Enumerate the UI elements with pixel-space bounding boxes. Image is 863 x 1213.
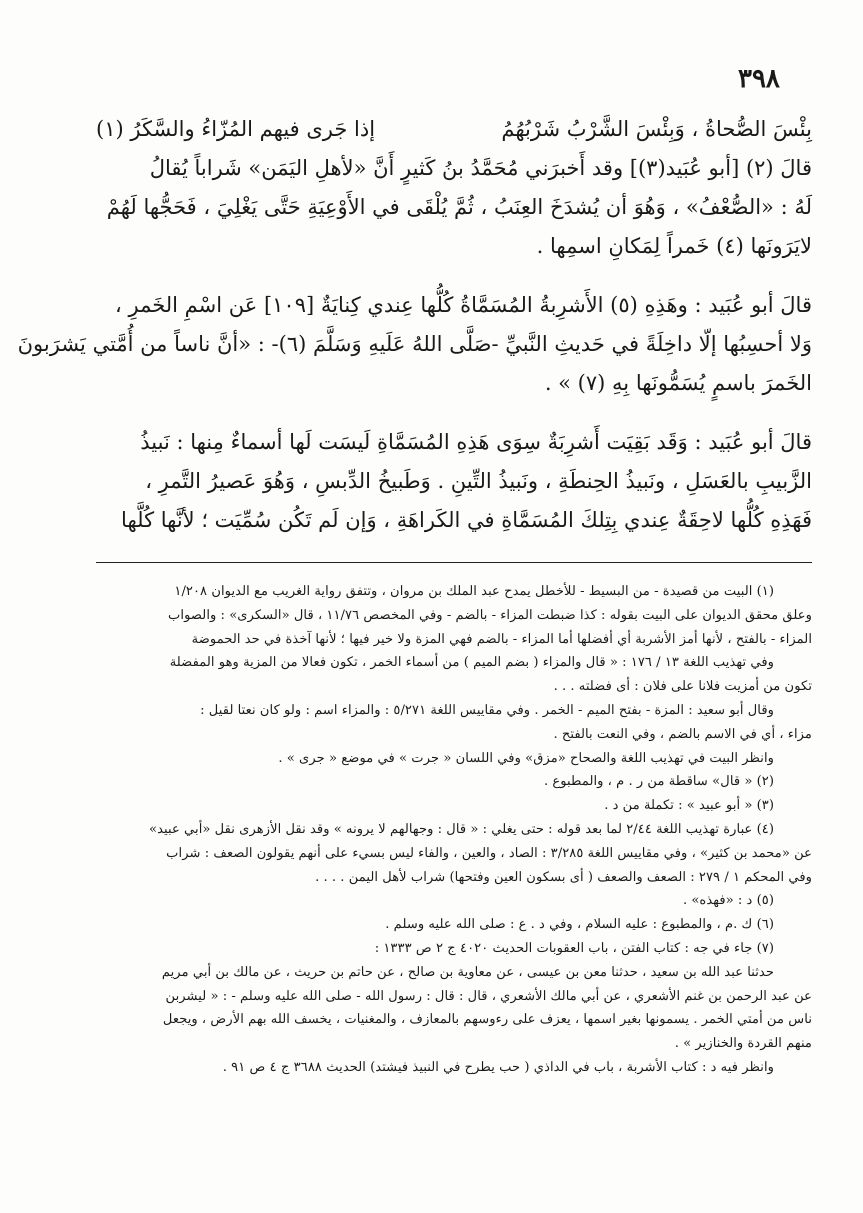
paragraph-1-line: قالَ (٢) [أبو عُبَيد(٣)] وقد أَخبرَني مُحَمَّدُ بنُ كَثيرٍ أَنَّ «لأهلِ اليَمَن» شَراباً يُقالُ [149, 156, 812, 180]
footnote-line: تكون من أمزيت فلانا على فلان : أى فضلته . . . [553, 679, 812, 695]
footnote-line: (٣) « أبو عبيد » : تكملة من د . [604, 798, 774, 814]
verse-hemistich-2: إذا جَرى فيهم المُزّاءُ والسَّكَرُ (١) [96, 117, 376, 141]
footnote-line: وفي تهذيب اللغة ١٣ / ١٧٦ : « قال والمزاء ( بضم الميم ) من أسماء الخمر ، تكون فعالا من المزية وهو المفضلة [169, 655, 774, 671]
paragraph-2-line: قالَ أبو عُبَيد : وهَذِهِ (٥) الأَشرِبةُ المُسَمَّاةُ كُلُّها عِندي كِنايَةٌ [١٠٩] عَن اسْمِ الخَمرِ ، [115, 293, 812, 317]
verse-hemistich-1: بِئْسَ الصُّحاةُ ، وَبِئْسَ الشَّرْبُ شَرْبُهُمُ [501, 117, 812, 141]
footnote-line: وانظر البيت في تهذيب اللغة والصحاح «مزق» وفي اللسان « جرت » في موضع « جرى » . [278, 750, 774, 766]
footnote-line: مزاء ، أي في الاسم بالضم ، وفي النعت بالفتح . [553, 726, 812, 742]
footnote-line: (٤) عبارة تهذيب اللغة ٢/٤٤ لما بعد قوله : حتى يغلي : « قال : وجهالهم لا يرونه » وقد نقل الأزهرى نقل «أبي عبيد» [149, 821, 774, 837]
footnote-line: وعلق محقق الديوان على البيت بقوله : كذا ضبطت المزاء - بالضم - وفي المخصص ١١/٧٦ ، قال «السكرى» : والصواب [167, 607, 812, 623]
footnote-line: (٢) « قال» ساقطة من ر . م ، والمطبوع . [543, 774, 774, 790]
paragraph-2-line: الخَمرَ باسمٍ يُسَمُّونَها بِهِ (٧) » . [544, 371, 812, 395]
footnote-separator [96, 562, 812, 563]
page-number: ٣٩٨ [738, 64, 780, 94]
paragraph-3-line: الزَّبيبِ بالعَسَلِ ، ونَبيذُ الحِنطَةِ ، ونَبيذُ التِّينِ . وَطَبيخُ الدِّبسِ ، وَهُوَ عَصيرُ التَّمرِ ، [145, 469, 812, 493]
footnote-line: ناس من أمتي الخمر . يسمونها بغير اسمها ، يعزف على رءوسهم بالمعازف ، والمغنيات ، يخسف الله بهم الأرض ، ويجعل [162, 1012, 812, 1028]
footnote-line: حدثنا عبد الله بن سعيد ، حدثنا معن بن عيسى ، عن معاوية بن صالح ، عن حاتم بن حريث ، عن مالك بن أبي مريم [161, 964, 774, 980]
footnote-line: (٧) جاء في جه : كتاب الفتن ، باب العقوبات الحديث ٤٠٢٠ ج ٢ ص ١٣٣٣ : [374, 940, 774, 956]
footnote-line: (١) البيت من قصيدة - من البسيط - للأخطل يمدح عبد الملك بن مروان ، وتتفق رواية الغريب مع الديوان ١/٢٠٨ [174, 584, 774, 599]
footnote-line: وفي المحكم ١ / ٢٧٩ : الصعف والصعف ( أى بسكون العين وفتحها) شراب لأهل اليمن . . . . [315, 869, 812, 885]
footnote-line: (٥) د : «فهذه» . [682, 893, 774, 909]
footnote-line: (٦) ك .م ، والمطبوع : عليه السلام ، وفي د . ع : صلى الله عليه وسلم . [385, 917, 774, 933]
footnote-line: عن عبد الرحمن بن غنم الأشعري ، عن أبي مالك الأشعري ، قال : قال : رسول الله - صلى الله عليه وسلم - : « ليشربن [165, 988, 812, 1004]
verse-line [96, 110, 812, 149]
paragraph-2-line: وَلا أحسِبُها إلّا داخِلَةً في حَديثِ النَّبيِّ -صَلَّى اللهُ عَلَيهِ وَسَلَّمَ (٦)- : «أنَّ ناساً من أُمَّتي يَشرَبونَ [17, 332, 812, 356]
paragraph-3-line: فَهَذِهِ كُلُّها لاحِقَةٌ عِندي بِتِلكَ المُسَمَّاةِ في الكَراهَةِ ، وَإن لَم تَكُن سُمِّيَت ؛ لأنَّها كُلَّها [121, 508, 812, 532]
paragraph-1-line: لايَرَونَها (٤) خَمراً لِمَكانِ اسمِها . [536, 234, 812, 258]
footnote-line: عن «محمد بن كثير» ، وفي مقاييس اللغة ٣/٢٨٥ : الصاد ، والعين ، والفاء ليس بسيء على أنهم يقولون الصعف : شراب [166, 845, 812, 861]
footnote-line: وانظر فيه د : كتاب الأشربة ، باب في الداذي ( حب يطرح في النبيذ فيشتد) الحديث ٣٦٨٨ ج ٤ ص ٩١ . [222, 1059, 774, 1075]
main-text [17, 110, 812, 540]
footnote-line: وقال أبو سعيد : المزة - بفتح الميم - الخمر . وفي مقاييس اللغة ٥/٢٧١ : والمزاء اسم : ولو كان نعتا لقيل : [200, 702, 774, 718]
footnote-line: المزاء - بالفتح ، لأنها أمز الأشربة أي أفضلها أما المزاء - بالضم فهي المزة ولا خير فيها ؛ لأنها آخذة في حد الحموضة [191, 631, 812, 647]
paragraph-3-line: قالَ أبو عُبَيد : وَقَد بَقِيَت أَشرِبَةٌ سِوَى هَذِهِ المُسَمَّاةِ لَيسَت لَها أسماءٌ مِنها : نَبيذُ [140, 430, 812, 454]
paragraph-1-line: لَهُ : «الصُّعْفُ» ، وَهُوَ أن يُشدَخَ العِنَبُ ، ثُمَّ يُلْقَى في الأَوْعِيَةِ حَتَّى يَغْلِيَ ، فَحَجُّها لَهُمْ [106, 195, 812, 219]
footnote-line: منهم القردة والخنازير » . [674, 1036, 812, 1052]
footnotes [96, 580, 812, 1080]
